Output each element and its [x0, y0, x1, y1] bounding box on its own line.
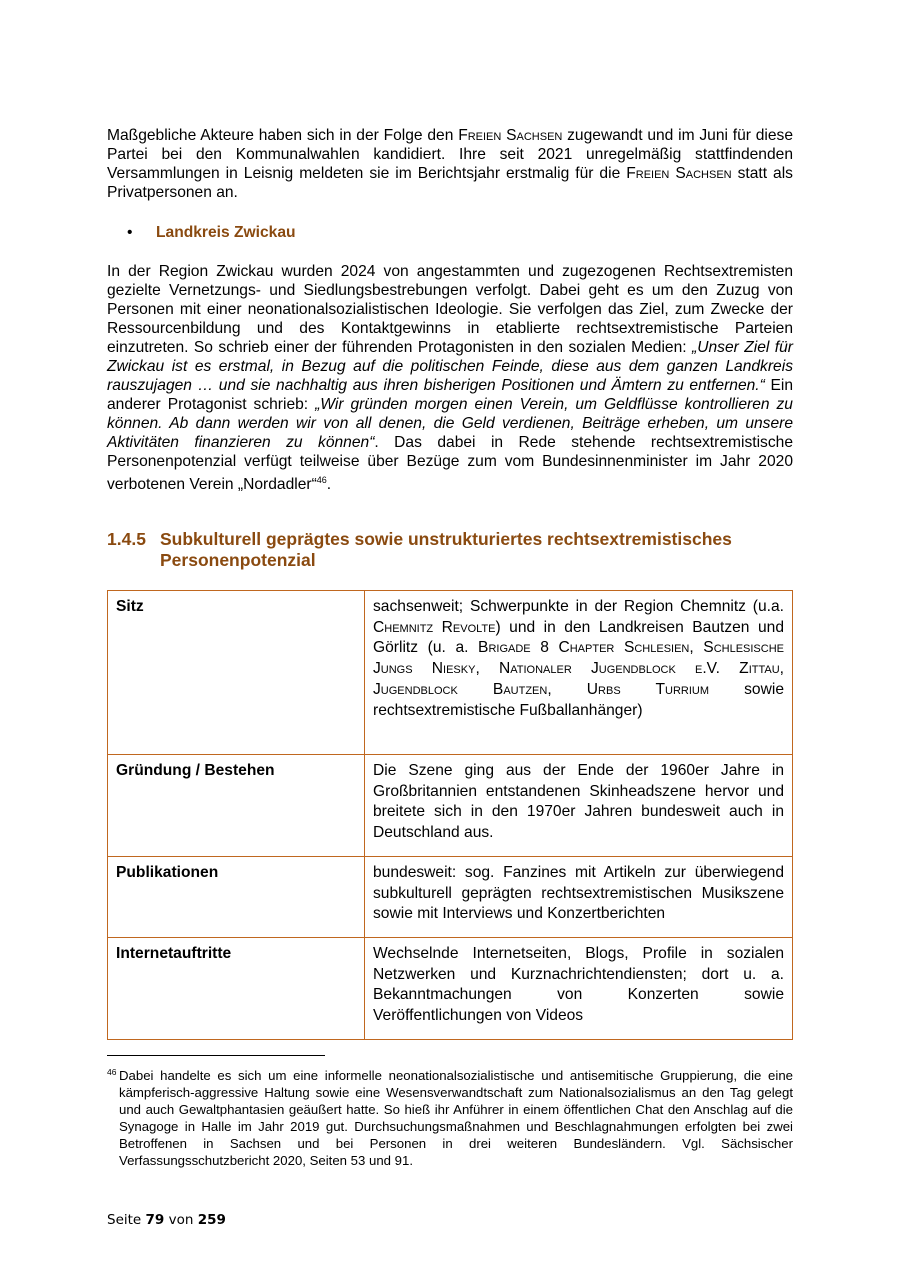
quote-2: „Wir gründen morgen einen Verein, um Geldflüsse kontrollieren zu können. Ab dann werden wir von all denen, die Geld verdienen, Beiträge erheben, um unsere Aktivitäten finanzieren zu können“: [107, 396, 793, 451]
zwickau-text-2: Ein anderer Protagonist schrieb:: [107, 377, 794, 413]
footnote-number: 46: [107, 1067, 117, 1077]
zwickau-text-3: . Das dabei in Rede stehende rechtsextremistische Personenpotenzial verfügt teilweise über Bezüge zum vom Bundesinnenminister im Jahr 2020 verbotenen Verein „Nordadler“: [107, 434, 793, 494]
zwickau-text-1: In der Region Zwickau wurden 2024 von angestammten und zugezogenen Rechtsextremisten gezielte Vernetzungs- und Siedlungsbestrebungen verfolgt. Dabei geht es um den Zuzug von Personen mit einer neonationalsozialistischen Ideologie. Sie verfolgen das Ziel, zum Zwecke der Ressourcenbildung und des Kontaktgewinns in etablierte rechtsextremistische Parteien einzutreten. So schrieb einer der führenden Protagonisten in den sozialen Medien:: [107, 263, 793, 356]
quote-1: „Unser Ziel für Zwickau ist es erstmal, in Bezug auf die politischen Feinde, diese aus dem ganzen Landkreis rauszujagen … und sie nachhaltig aus ihren bisherigen Positionen und Ämtern zu entfernen.“: [107, 339, 793, 394]
footnote: [107, 1064, 793, 1169]
intro-paragraph: [107, 126, 793, 202]
table-row: [108, 938, 793, 1040]
section-title-line1: Subkulturell geprägtes sowie unstrukturiertes rechtsextremistisches: [160, 529, 732, 549]
org-name-freie-sachsen-1: Freien Sachsen: [458, 127, 563, 144]
value-text: sowie rechtsextremistische Fußballanhänger): [373, 680, 784, 719]
row-value: Wechselnde Internetseiten, Blogs, Profile in sozialen Netzwerken und Kurznachrichtendiensten; dort u. a. Bekanntmachungen von Konzerten sowie Veröffentlichungen von Videos: [365, 938, 793, 1040]
bullet-icon: •: [127, 224, 133, 241]
section-title-line2: Personenpotenzial: [160, 550, 316, 570]
info-table: [107, 590, 793, 1040]
row-label: Internetauftritte: [108, 938, 365, 1040]
zwickau-paragraph: [107, 262, 793, 494]
footnote-divider: [107, 1055, 325, 1056]
bullet-label: Landkreis Zwickau: [156, 224, 296, 241]
page-number: [107, 1212, 226, 1228]
page-prefix: Seite: [107, 1212, 142, 1228]
org-name-freie-sachsen-2: Freien Sachsen: [626, 165, 732, 182]
row-value: [365, 591, 793, 755]
page-total: 259: [197, 1212, 226, 1228]
footnote-text: Dabei handelte es sich um eine informelle neonationalsozialistische und antisemitische Gruppierung, die eine kämpferisch-aggressive Haltung sowie eine Wesensverwandtschaft zum Nationalsozialismus an den Tag gelegt und auch Gewaltphantasien geäußert hatte. So hieß ihr Anführer in einem öffentlichen Chat den Anschlag auf die Synagoge in Halle im Jahr 2019 gut. Durchsuchungsmaßnahmen und Beschlagnahmungen erfolgten bei zwei Betroffenen in Sachsen und bei Personen in drei weiteren Bundesländern. Vgl. Sächsischer Verfassungsschutzbericht 2020, Seiten 53 und 91.: [119, 1068, 793, 1168]
section-number: 1.4.5: [107, 529, 146, 549]
row-value: bundesweit: sog. Fanzines mit Artikeln zur überwiegend subkulturell geprägten rechtsextremistischen Musikszene sowie mit Interviews und Konzertberichten: [365, 857, 793, 938]
table-row: [108, 591, 793, 755]
section-heading: [107, 529, 797, 571]
value-text: sachsenweit; Schwerpunkte in der Region Chemnitz (u.a.: [373, 598, 784, 615]
intro-text-2: zugewandt und im Juni für diese Partei bei den Kommunalwahlen kandidiert. Ihre seit 2021 unregelmäßig stattfindenden Versammlungen in Leisnig meldeten sie im Berichtsjahr erstmalig für die: [107, 127, 794, 182]
org-name: Chemnitz Revolte: [373, 618, 496, 636]
intro-text-1: Maßgebliche Akteure haben sich in der Folge den: [107, 127, 459, 144]
table-row: [108, 755, 793, 857]
row-label: Publikationen: [108, 857, 365, 938]
page-current: 79: [145, 1212, 165, 1228]
footnote-reference[interactable]: 46: [316, 475, 327, 485]
org-names-list: Brigade 8 Chapter Schlesien, Schlesische Jungs Niesky, Nationaler Jugendblock e.V. Zittau, Jugendblock Bautzen, Urbs Turrium: [373, 639, 784, 698]
zwickau-text-4: .: [326, 476, 332, 494]
page-middle: von: [168, 1212, 194, 1228]
value-text: ) und in den Landkreisen Bautzen und Görlitz (u. a.: [373, 618, 784, 657]
row-label: Sitz: [108, 591, 365, 755]
bullet-item-landkreis-zwickau: [127, 223, 296, 242]
row-value: Die Szene ging aus der Ende der 1960er Jahre in Großbritannien entstandenen Skinheadszene hervor und breitete sich in den 1970er Jahren bundesweit auch in Deutschland aus.: [365, 755, 793, 857]
table-row: [108, 857, 793, 938]
row-label: Gründung / Bestehen: [108, 755, 365, 857]
intro-text-3: statt als Privatpersonen an.: [107, 165, 793, 201]
